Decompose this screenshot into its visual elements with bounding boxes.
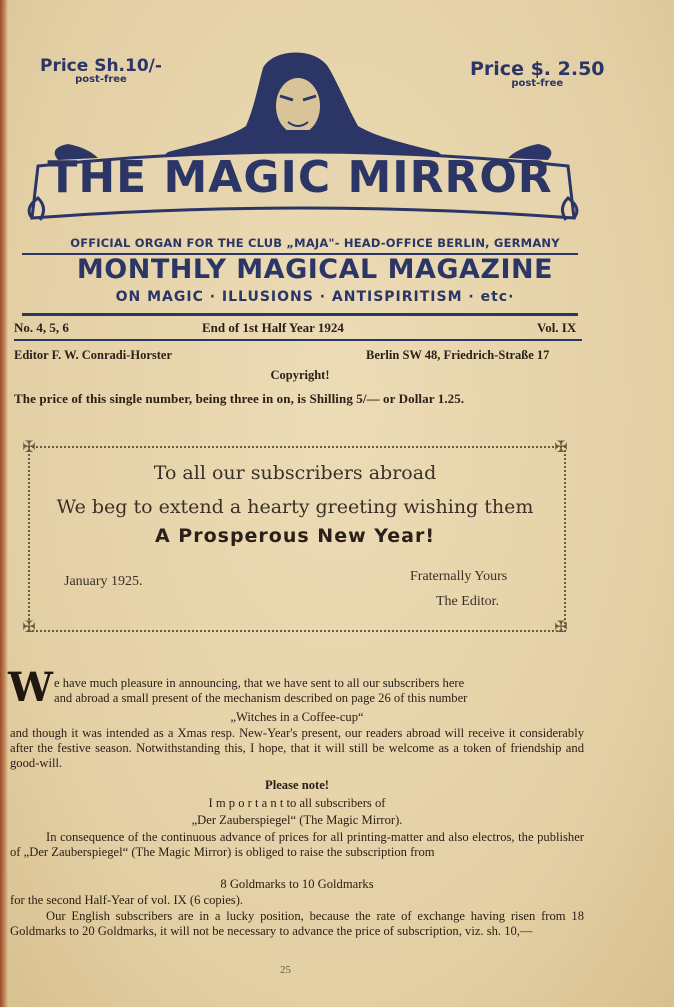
single-number-price: The price of this single number, being three in on, is Shilling 5/— or Dollar 1.25.: [14, 391, 465, 406]
copyright-notice: Copyright!: [270, 368, 330, 382]
editor-row: [14, 348, 584, 364]
divider: [14, 339, 582, 341]
greeting-signature: The Editor.: [436, 594, 499, 609]
greeting-date: January 1925.: [64, 574, 143, 589]
magazine-title: THE MAGIC MIRROR: [47, 152, 553, 203]
goldmarks-line: 8 Goldmarks to 10 Goldmarks: [220, 877, 374, 891]
issue-info-row: [14, 320, 584, 338]
masthead-illustration: [18, 48, 588, 243]
drop-cap: W: [8, 664, 53, 711]
divider: [22, 313, 578, 316]
important-line: I m p o r t a n t to all subscribers of: [208, 796, 386, 810]
price-right-amount: Price $. 2.50: [470, 58, 605, 80]
issue-volume: Vol. IX: [537, 320, 577, 335]
magazine-name-line: „Der Zauberspiegel“ (The Magic Mirror).: [191, 813, 403, 827]
article-paragraph: Our English subscribers are in a lucky position, because the rate of exchange having risen from 18 Goldmarks to 20 Goldmarks, it will not be necessary to advance the price of subscription, viz. sh. 10,—: [10, 909, 584, 938]
ornament-icon: ✠: [554, 437, 568, 456]
editor-address: Berlin SW 48, Friedrich-Straße 17: [366, 348, 550, 362]
price-left-note: post-free: [75, 74, 127, 85]
new-year-greeting-box: [10, 428, 580, 646]
greeting-headline: A Prosperous New Year!: [154, 525, 436, 547]
greeting-line-2: We beg to extend a hearty greeting wishing them: [56, 496, 534, 518]
greeting-line-1: To all our subscribers abroad: [153, 462, 437, 484]
article-paragraph: In consequence of the continuous advance of prices for all printing-matter and also electros, the publisher of „Der Zauberspiegel“ (The Magic Mirror) is obliged to raise the subscription from: [10, 830, 584, 859]
ornament-icon: ✠: [22, 437, 36, 456]
issue-period: End of 1st Half Year 1924: [202, 320, 344, 335]
page-number: 25: [280, 964, 291, 976]
article-line: e have much pleasure in announcing, that we have sent to all our subscribers here: [54, 676, 465, 690]
article-feature-title: „Witches in a Coffee-cup“: [230, 710, 364, 724]
article-line: for the second Half-Year of vol. IX (6 copies).: [10, 893, 244, 907]
ornament-icon: ✠: [22, 617, 36, 636]
ornament-icon: ✠: [554, 617, 568, 636]
please-note-heading: Please note!: [265, 778, 329, 792]
price-right-note: post-free: [511, 78, 564, 89]
article-paragraph: and though it was intended as a Xmas resp. New-Year's present, our readers abroad will receive it considerably after the festive season. Notwithstanding this, I hope, that it will still be welcome as a token of friendship and good-will.: [10, 726, 584, 770]
article-line: and abroad a small present of the mechanism described on page 26 of this number: [54, 691, 468, 705]
editor-name: Editor F. W. Conradi-Horster: [14, 348, 172, 362]
topics-line: ON MAGIC · ILLUSIONS · ANTISPIRITISM · etc·: [115, 289, 515, 305]
greeting-closing: Fraternally Yours: [410, 569, 508, 584]
issue-number: No. 4, 5, 6: [14, 320, 69, 335]
monthly-magazine-title: MONTHLY MAGICAL MAGAZINE: [76, 254, 554, 285]
official-organ-line: OFFICIAL ORGAN FOR THE CLUB „MAJA"- HEAD-OFFICE BERLIN, GERMANY: [70, 236, 560, 250]
price-left-amount: Price Sh.10/-: [40, 56, 162, 76]
book-spine-edge: [0, 0, 8, 1007]
